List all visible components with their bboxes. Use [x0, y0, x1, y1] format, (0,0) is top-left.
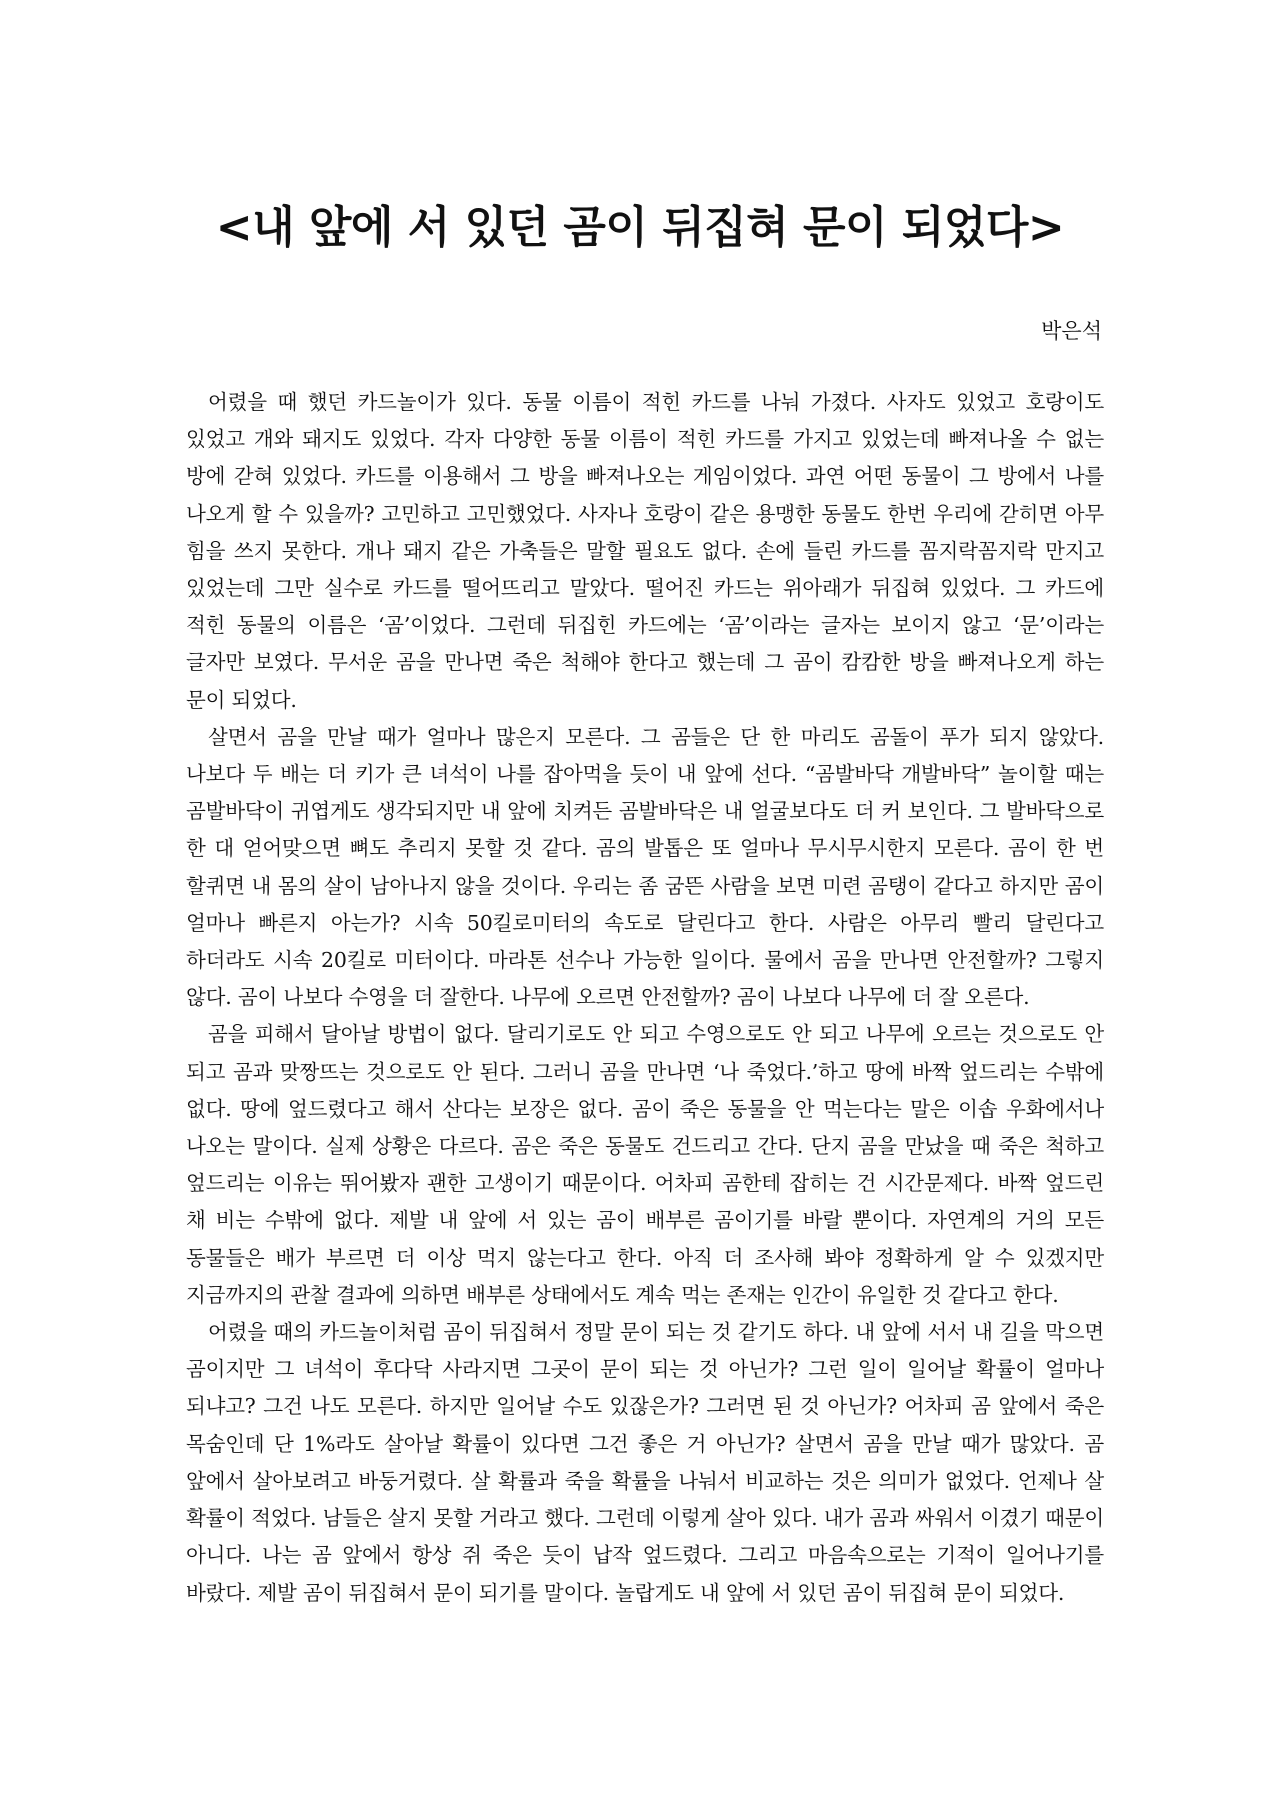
document-body [186, 384, 1104, 1612]
paragraph-4: 어렸을 때의 카드놀이처럼 곰이 뒤집혀서 정말 문이 되는 것 같기도 하다. 내 앞에 서서 내 길을 막으면 곰이지만 그 녀석이 후다닥 사라지면 그곳이 문이 되는 것 아닌가? 그런 일이 일어날 확률이 얼마나 되냐고? 그건 나도 모른다. 하지만 일어날 수도 있잖은가? 그러면 된 것 아닌가? 어차피 곰 앞에서 죽은 목숨인데 단 1%라도 살아날 확률이 있다면 그건 좋은 거 아닌가? 살면서 곰을 만날 때가 많았다. 곰 앞에서 살아보려고 바둥거렸다. 살 확률과 죽을 확률을 나눠서 비교하는 것은 의미가 없었다. 언제나 살 확률이 적었다. 남들은 살지 못할 거라고 했다. 그런데 이렇게 살아 있다. 내가 곰과 싸워서 이겼기 때문이 아니다. 나는 곰 앞에서 항상 쥐 죽은 듯이 납작 엎드렸다. 그리고 마음속으로는 기적이 일어나기를 바랐다. 제발 곰이 뒤집혀서 문이 되기를 말이다. 놀랍게도 내 앞에 서 있던 곰이 뒤집혀 문이 되었다. [186, 1320, 1104, 1605]
paragraph-1: 어렸을 때 했던 카드놀이가 있다. 동물 이름이 적힌 카드를 나눠 가졌다. 사자도 있었고 호랑이도 있었고 개와 돼지도 있었다. 각자 다양한 동물 이름이 적힌 카드를 가지고 있었는데 빠져나올 수 없는 방에 갇혀 있었다. 카드를 이용해서 그 방을 빠져나오는 게임이었다. 과연 어떤 동물이 그 방에서 나를 나오게 할 수 있을까? 고민하고 고민했었다. 사자나 호랑이 같은 용맹한 동물도 한번 우리에 갇히면 아무 힘을 쓰지 못한다. 개나 돼지 같은 가축들은 말할 필요도 없다. 손에 들린 카드를 꼼지락꼼지락 만지고 있었는데 그만 실수로 카드를 떨어뜨리고 말았다. 떨어진 카드는 위아래가 뒤집혀 있었다. 그 카드에 적힌 동물의 이름은 ‘곰’이었다. 그런데 뒤집힌 카드에는 ‘곰’이라는 글자는 보이지 않고 ‘문’이라는 글자만 보였다. 무서운 곰을 만나면 죽은 척해야 한다고 했는데 그 곰이 캄캄한 방을 빠져나오게 하는 문이 되었다. [186, 390, 1104, 712]
paragraph-2: 살면서 곰을 만날 때가 얼마나 많은지 모른다. 그 곰들은 단 한 마리도 곰돌이 푸가 되지 않았다. 나보다 두 배는 더 키가 큰 녀석이 나를 잡아먹을 듯이 내 앞에 선다. “곰발바닥 개발바닥” 놀이할 때는 곰발바닥이 귀엽게도 생각되지만 내 앞에 치켜든 곰발바닥은 내 얼굴보다도 더 커 보인다. 그 발바닥으로 한 대 얻어맞으면 뼈도 추리지 못할 것 같다. 곰의 발톱은 또 얼마나 무시무시한지 모른다. 곰이 한 번 할퀴면 내 몸의 살이 남아나지 않을 것이다. 우리는 좀 굼뜬 사람을 보면 미련 곰탱이 같다고 하지만 곰이 얼마나 빠른지 아는가? 시속 50킬로미터의 속도로 달린다고 한다. 사람은 아무리 빨리 달린다고 하더라도 시속 20킬로 미터이다. 마라톤 선수나 가능한 일이다. 물에서 곰을 만나면 안전할까? 그렇지 않다. 곰이 나보다 수영을 더 잘한다. 나무에 오르면 안전할까? 곰이 나보다 나무에 더 잘 오른다. [186, 724, 1104, 1010]
document-title: <내 앞에 서 있던 곰이 뒤집혀 문이 되었다> [215, 202, 1065, 253]
author-name: 박은석 [1041, 319, 1102, 343]
paragraph-3: 곰을 피해서 달아날 방법이 없다. 달리기로도 안 되고 수영으로도 안 되고 나무에 오르는 것으로도 안 되고 곰과 맞짱뜨는 것으로도 안 된다. 그러니 곰을 만나면 ‘나 죽었다.’하고 땅에 바짝 엎드리는 수밖에 없다. 땅에 엎드렸다고 해서 산다는 보장은 없다. 곰이 죽은 동물을 안 먹는다는 말은 이솝 우화에서나 나오는 말이다. 실제 상황은 다르다. 곰은 죽은 동물도 건드리고 간다. 단지 곰을 만났을 때 죽은 척하고 엎드리는 이유는 뛰어봤자 괜한 고생이기 때문이다. 어차피 곰한테 잡히는 건 시간문제다. 바짝 엎드린 채 비는 수밖에 없다. 제발 내 앞에 서 있는 곰이 배부른 곰이기를 바랄 뿐이다. 자연계의 거의 모든 동물들은 배가 부르면 더 이상 먹지 않는다고 한다. 아직 더 조사해 봐야 정확하게 알 수 있겠지만 지금까지의 관찰 결과에 의하면 배부른 상태에서도 계속 먹는 존재는 인간이 유일한 것 같다고 한다. [186, 1022, 1105, 1307]
